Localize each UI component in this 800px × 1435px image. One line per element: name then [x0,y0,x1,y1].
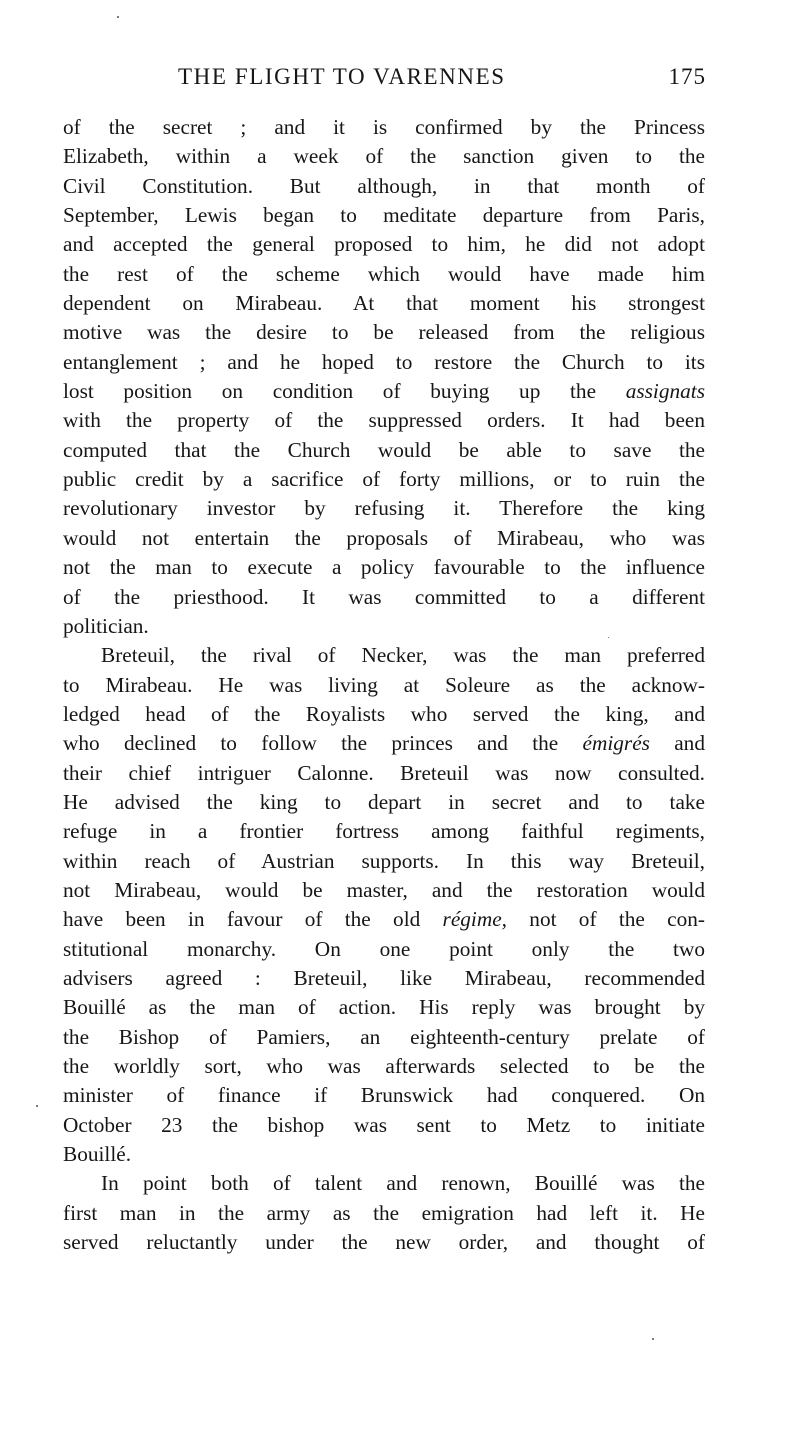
text-line: Breteuil, the rival of Necker, was the man preferred [101,643,705,668]
text-line: lost position on condition of buying up the assignats [63,379,705,404]
text-line: of the priesthood. It was committed to a different [63,584,705,609]
text-line: Bouillé. [63,1142,132,1167]
text-line: with the property of the suppressed orders. It had been [63,408,705,433]
text-line: entanglement ; and he hoped to restore the Church to its [63,349,705,374]
text-line: to Mirabeau. He was living at Soleure as the acknow- [63,672,705,697]
text-line: their chief intriguer Calonne. Breteuil was now consulted. [63,760,705,785]
text-line: Elizabeth, within a week of the sanction given to the [63,144,705,169]
text-line: dependent on Mirabeau. At that moment his strongest [63,291,705,316]
scan-speck [117,16,119,18]
text-line: Bouillé as the man of action. His reply was brought by [63,995,705,1020]
text-line: In point both of talent and renown, Bouillé was the [101,1171,705,1196]
text-line: the worldly sort, who was afterwards selected to be the [63,1054,705,1078]
text-line: Civil Constitution. But although, in that month of [63,173,705,198]
text-line: September, Lewis began to meditate departure from Paris, [63,203,705,228]
text-line: and accepted the general proposed to him, he did not adopt [63,232,705,257]
scan-speck [608,637,609,638]
text-line: motive was the desire to be released from the religious [63,320,705,345]
text-line: not Mirabeau, would be master, and the restoration would [63,877,705,902]
scan-speck [652,1338,654,1340]
text-line: refuge in a frontier fortress among faithful regiments, [63,819,705,844]
text-line: politician. [63,613,149,638]
text-line: the rest of the scheme which would have made him [63,261,705,286]
italic-term: assignats [625,379,705,404]
text-line: ledged head of the Royalists who served the king, and [63,701,705,726]
italic-term: régime, [442,907,508,932]
text-line: first man in the army as the emigration had left it. He [63,1200,705,1225]
text-line: would not entertain the proposals of Mirabeau, who was [63,525,705,550]
text-line: October 23 the bishop was sent to Metz to initiate [63,1112,705,1137]
page-number: 175 [668,64,706,89]
text-line: advisers agreed : Breteuil, like Mirabeau, recommended [63,965,705,990]
text-line: public credit by a sacrifice of forty millions, or to ruin the [63,467,705,492]
text-line: revolutionary investor by refusing it. Therefore the king [63,496,705,521]
running-title: THE FLIGHT TO VARENNES [178,64,506,89]
text-line: who declined to follow the princes and the émigrés and [63,731,705,756]
text-line: within reach of Austrian supports. In this way Breteuil, [63,848,705,873]
text-line: He advised the king to depart in secret and to take [63,789,705,814]
body-text [63,113,705,1257]
italic-term: émigrés [582,731,650,756]
text-line: computed that the Church would be able to save the [63,437,705,462]
text-line: minister of finance if Brunswick had conquered. On [63,1083,705,1108]
text-line: stitutional monarchy. On one point only the two [63,936,705,961]
text-line: served reluctantly under the new order, and thought of [63,1230,705,1255]
running-head [178,60,708,94]
text-line: the Bishop of Pamiers, an eighteenth-century prelate of [63,1024,705,1049]
scan-speck [36,1105,38,1107]
text-line: have been in favour of the old régime, not of the con- [63,907,705,932]
text-line: of the secret ; and it is confirmed by the Princess [63,115,705,139]
text-line: not the man to execute a policy favourable to the influence [63,555,705,580]
